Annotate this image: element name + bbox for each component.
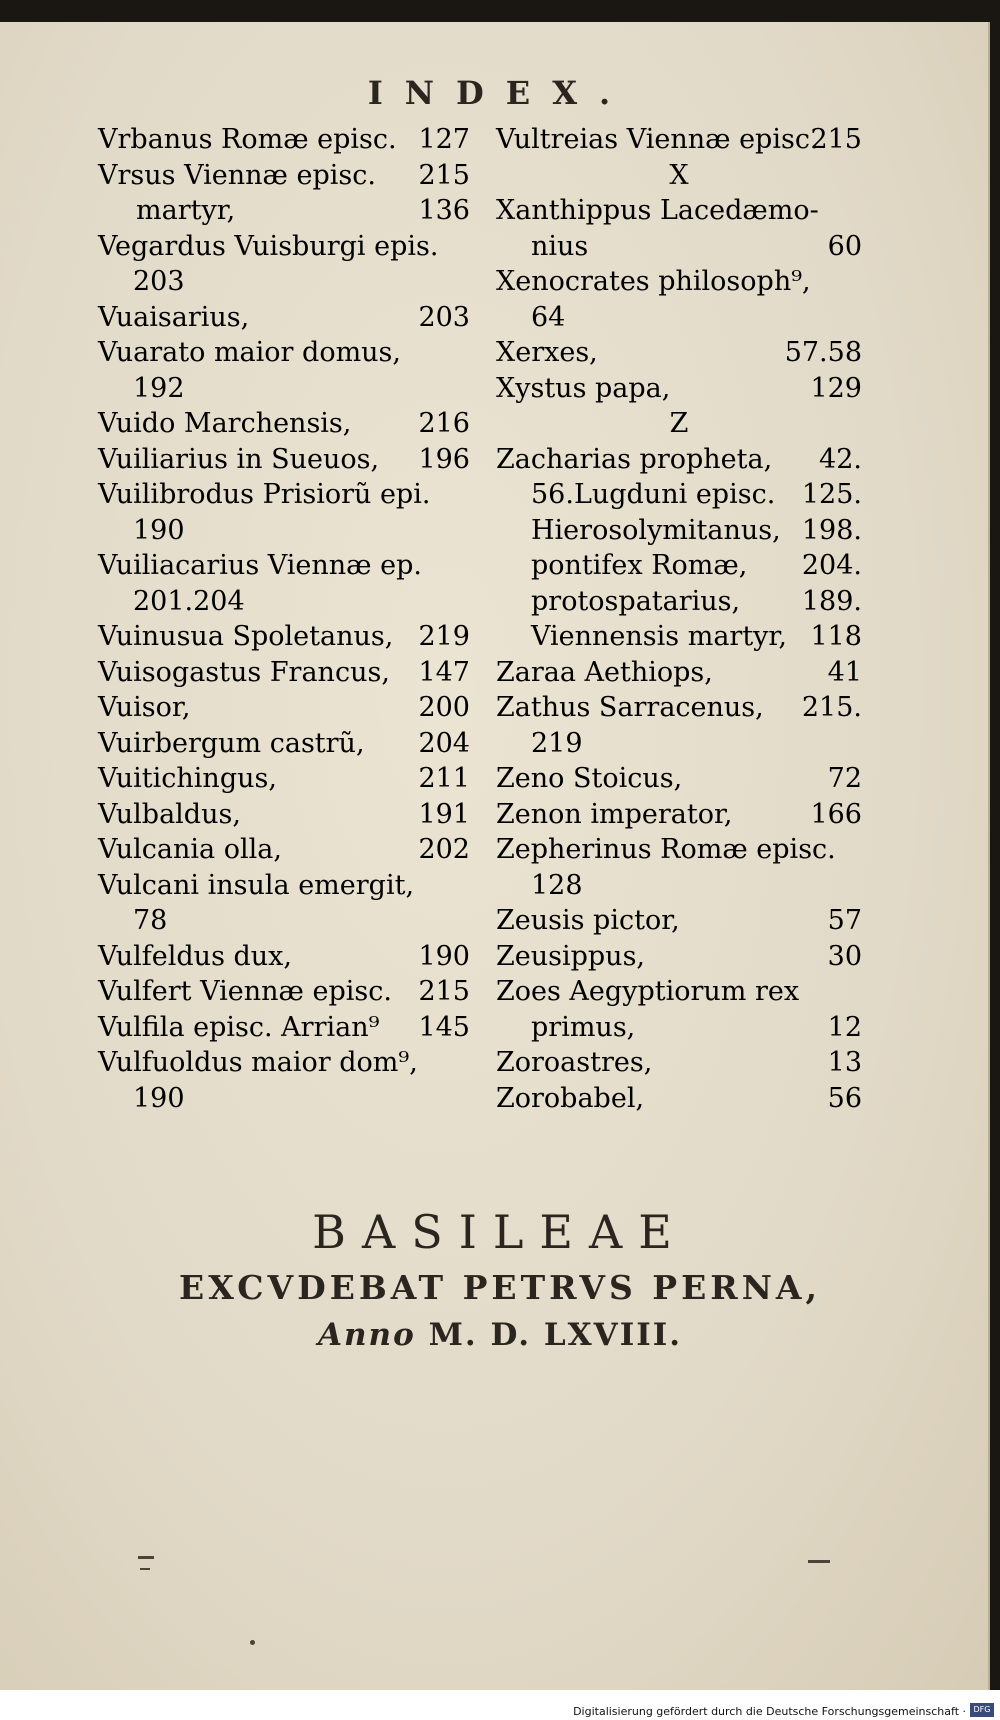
entry-term: Vrbanus Romæ episc. bbox=[98, 124, 397, 155]
entry-term: Zorobabel, bbox=[496, 1082, 645, 1114]
entry-page-number: 145 bbox=[418, 1011, 470, 1043]
entry-page-number: 190 bbox=[418, 940, 470, 972]
entry-page-number: 216 bbox=[418, 408, 470, 439]
index-entry bbox=[496, 690, 862, 726]
entry-page-number: 118 bbox=[810, 621, 862, 652]
index-entry bbox=[98, 300, 470, 336]
imprint-year bbox=[0, 1317, 1000, 1353]
index-entry bbox=[98, 1010, 470, 1046]
entry-term: Vuirbergum castrũ, bbox=[98, 727, 365, 759]
entry-term: X bbox=[669, 159, 689, 191]
entry-page-number: 204. bbox=[801, 550, 862, 581]
index-entry bbox=[98, 726, 470, 762]
entry-term: Vulcani insula emergit, bbox=[98, 869, 415, 901]
index-entry bbox=[496, 1010, 862, 1046]
entry-term: martyr, bbox=[136, 195, 236, 226]
entry-term: Vuisogastus Francus, bbox=[98, 656, 390, 688]
entry-page-number: 200 bbox=[418, 692, 470, 723]
index-column-right bbox=[496, 122, 862, 1116]
entry-term: Vulfert Viennæ episc. bbox=[98, 976, 392, 1007]
entry-term: Vuiliacarius Viennæ ep. bbox=[98, 550, 422, 581]
entry-term: Zepherinus Romæ episc. bbox=[496, 834, 836, 865]
entry-term: Vultreias Viennæ episc. bbox=[496, 124, 819, 155]
index-entry bbox=[98, 442, 470, 478]
index-entry bbox=[98, 406, 470, 442]
entry-page-number: 215 bbox=[418, 159, 470, 191]
entry-term: 78 bbox=[133, 905, 168, 936]
index-entry bbox=[98, 761, 470, 797]
entry-page-number: 202 bbox=[418, 834, 470, 865]
entry-term: Zeusippus, bbox=[496, 940, 646, 972]
index-entry bbox=[496, 726, 862, 762]
entry-term: Hierosolymitanus, bbox=[531, 514, 781, 546]
entry-term: Zaraa Aethiops, bbox=[496, 656, 713, 688]
index-entry bbox=[496, 903, 862, 939]
entry-page-number: 127 bbox=[418, 124, 470, 155]
index-entry bbox=[496, 122, 862, 158]
index-entry bbox=[98, 335, 470, 371]
index-entry bbox=[496, 229, 862, 265]
ink-speck bbox=[138, 1556, 154, 1559]
index-entry bbox=[98, 193, 470, 229]
index-entry bbox=[496, 974, 862, 1010]
entry-term: Vulfuoldus maior dom⁹, bbox=[98, 1047, 418, 1078]
index-entry bbox=[98, 264, 470, 300]
index-entry bbox=[496, 548, 862, 584]
entry-term: Zacharias propheta, bbox=[496, 443, 773, 475]
index-entry bbox=[496, 832, 862, 868]
page-heading: INDEX. bbox=[367, 74, 633, 112]
index-entry bbox=[98, 832, 470, 868]
entry-term: Xystus papa, bbox=[496, 372, 671, 404]
index-entry bbox=[98, 229, 470, 265]
index-entry bbox=[98, 619, 470, 655]
entry-page-number: 204 bbox=[418, 727, 470, 759]
entry-page-number: 57 bbox=[827, 905, 862, 936]
index-entry bbox=[98, 868, 470, 904]
entry-page-number: 56 bbox=[827, 1082, 862, 1114]
index-letter-heading bbox=[496, 406, 862, 442]
index-entry bbox=[98, 1081, 470, 1117]
entry-page-number: 30 bbox=[827, 940, 862, 972]
entry-term: 190 bbox=[133, 1082, 185, 1114]
entry-term: Vuido Marchensis, bbox=[98, 408, 352, 439]
entry-term: Zathus Sarracenus, bbox=[496, 692, 764, 723]
entry-page-number: 215 bbox=[810, 124, 862, 155]
entry-term: Vulfila episc. Arrian⁹ bbox=[98, 1011, 380, 1043]
index-entry bbox=[496, 335, 862, 371]
entry-page-number: 13 bbox=[827, 1047, 862, 1078]
index-entry bbox=[496, 655, 862, 691]
entry-page-number: 219 bbox=[418, 621, 470, 652]
entry-page-number: 136 bbox=[418, 195, 470, 226]
dfg-logo: DFG bbox=[970, 1703, 994, 1717]
index-column-left bbox=[98, 122, 470, 1116]
entry-term: Vuiliarius in Sueuos, bbox=[98, 443, 380, 475]
entry-term: Xanthippus Lacedæmo- bbox=[496, 195, 819, 226]
entry-term: Vuarato maior domus, bbox=[98, 337, 401, 368]
entry-term: protospatarius, bbox=[531, 585, 741, 617]
index-entry bbox=[496, 1081, 862, 1117]
entry-page-number: 60 bbox=[827, 230, 862, 262]
entry-page-number: 129 bbox=[810, 372, 862, 404]
entry-term: Vuisor, bbox=[98, 692, 191, 723]
entry-term: Vuilibrodus Prisiorũ epi. bbox=[98, 479, 431, 510]
entry-term: Vuaisarius, bbox=[98, 301, 250, 333]
ink-speck bbox=[140, 1568, 150, 1570]
index-entry bbox=[496, 513, 862, 549]
entry-page-number: 215 bbox=[418, 976, 470, 1007]
entry-term: Vulfeldus dux, bbox=[98, 940, 292, 972]
index-entry bbox=[496, 868, 862, 904]
imprint-city: BASILEAE bbox=[312, 1205, 688, 1259]
index-entry bbox=[98, 655, 470, 691]
entry-term: nius bbox=[531, 230, 589, 262]
entry-page-number: 166 bbox=[810, 798, 862, 830]
index-entry bbox=[98, 797, 470, 833]
index-entry bbox=[98, 477, 470, 513]
entry-term: 128 bbox=[531, 869, 583, 901]
entry-term: 64 bbox=[531, 301, 566, 333]
entry-page-number: 203 bbox=[418, 301, 470, 333]
index-entry bbox=[496, 1045, 862, 1081]
entry-term: Vrsus Viennæ episc. bbox=[98, 159, 376, 191]
index-entry bbox=[496, 477, 862, 513]
entry-term: 203 bbox=[133, 266, 185, 297]
entry-term: Z bbox=[669, 408, 689, 439]
index-entry bbox=[496, 584, 862, 620]
entry-page-number: 189. bbox=[801, 585, 862, 617]
index-entry bbox=[98, 974, 470, 1010]
entry-term: 219 bbox=[531, 727, 583, 759]
index-entry bbox=[496, 193, 862, 229]
entry-term: Zenon imperator, bbox=[496, 798, 733, 830]
imprint-year-prefix: Anno bbox=[317, 1317, 416, 1353]
entry-term: Zoes Aegyptiorum rex bbox=[496, 976, 800, 1007]
entry-term: Vulcania olla, bbox=[98, 834, 282, 865]
index-entry bbox=[98, 548, 470, 584]
entry-page-number: 198. bbox=[801, 514, 862, 546]
index-entry bbox=[496, 264, 862, 300]
index-entry bbox=[98, 690, 470, 726]
index-entry bbox=[98, 513, 470, 549]
entry-term: Zeno Stoicus, bbox=[496, 763, 683, 794]
entry-page-number: 147 bbox=[418, 656, 470, 688]
index-entry bbox=[98, 1045, 470, 1081]
index-entry bbox=[496, 619, 862, 655]
index-entry bbox=[98, 903, 470, 939]
entry-page-number: 42. bbox=[819, 443, 862, 475]
entry-term: Xenocrates philosoph⁹, bbox=[496, 266, 811, 297]
ink-speck bbox=[250, 1640, 255, 1645]
entry-term: Vuinusua Spoletanus, bbox=[98, 621, 394, 652]
index-entry bbox=[98, 158, 470, 194]
entry-page-number: 211 bbox=[418, 763, 470, 794]
imprint-year-value: M. D. LXVIII. bbox=[428, 1317, 683, 1353]
entry-page-number: 191 bbox=[418, 798, 470, 830]
entry-page-number: 72 bbox=[827, 763, 862, 794]
index-entry bbox=[98, 584, 470, 620]
ink-speck bbox=[808, 1560, 830, 1563]
index-entry bbox=[496, 761, 862, 797]
index-entry bbox=[496, 371, 862, 407]
entry-page-number: 57.58 bbox=[784, 337, 862, 368]
index-entry bbox=[496, 797, 862, 833]
entry-page-number: 41 bbox=[827, 656, 862, 688]
entry-term: Xerxes, bbox=[496, 337, 598, 368]
entry-term: Zeusis pictor, bbox=[496, 905, 680, 936]
entry-term: Vegardus Vuisburgi epis. bbox=[98, 230, 439, 262]
entry-term: Viennensis martyr, bbox=[531, 621, 787, 652]
entry-term: 201.204 bbox=[133, 585, 245, 617]
index-entry bbox=[496, 442, 862, 478]
digitization-credit: Digitalisierung gefördert durch die Deutsche Forschungsgemeinschaft · bbox=[573, 1705, 966, 1718]
entry-term: Vulbaldus, bbox=[98, 798, 241, 830]
index-entry bbox=[98, 939, 470, 975]
index-entry bbox=[496, 300, 862, 336]
imprint-printer: EXCVDEBAT PETRVS PERNA, bbox=[179, 1268, 821, 1307]
entry-term: 192 bbox=[133, 372, 185, 404]
entry-page-number: 215. bbox=[801, 692, 862, 723]
entry-page-number: 125. bbox=[801, 479, 862, 510]
index-letter-heading bbox=[496, 158, 862, 194]
entry-term: primus, bbox=[531, 1011, 636, 1043]
entry-term: 56.Lugduni episc. bbox=[531, 479, 776, 510]
index-entry bbox=[98, 122, 470, 158]
entry-term: pontifex Romæ, bbox=[531, 550, 748, 581]
index-entry bbox=[496, 939, 862, 975]
entry-page-number: 12 bbox=[827, 1011, 862, 1043]
entry-page-number: 196 bbox=[418, 443, 470, 475]
entry-term: Vuitichingus, bbox=[98, 763, 277, 794]
entry-term: 190 bbox=[133, 514, 185, 546]
entry-term: Zoroastres, bbox=[496, 1047, 653, 1078]
index-entry bbox=[98, 371, 470, 407]
